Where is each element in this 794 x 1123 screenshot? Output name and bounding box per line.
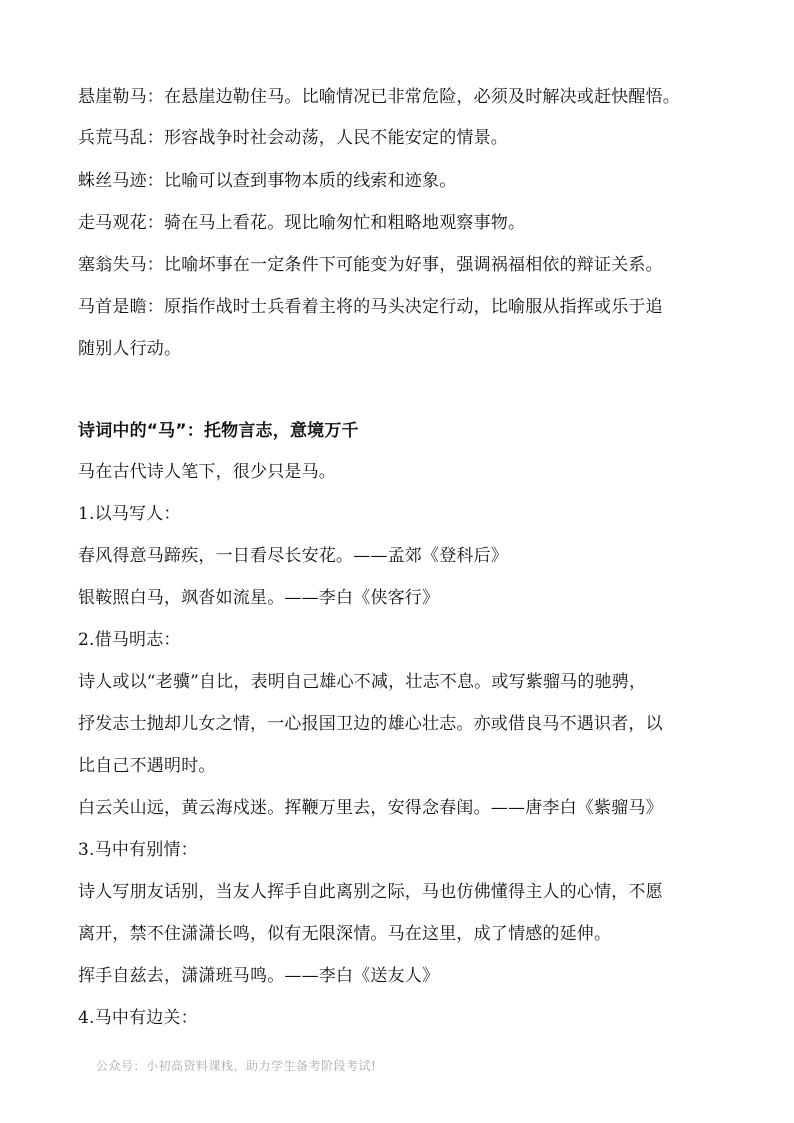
subsection-title-2: 2.借马明志： <box>78 630 181 650</box>
idiom-zouma-guanhua: 走马观花：骑在马上看花。现比喻匆忙和粗略地观察事物。 <box>78 213 526 233</box>
paragraph-2-line2: 抒发志士抛却儿女之情，一心报国卫边的雄心壮志。亦或借良马不遇识者，以 <box>78 714 663 734</box>
section-heading-poetry: 诗词中的“马”：托物言志，意境万千 <box>78 421 359 441</box>
subsection-title-1: 1.以马写人： <box>78 504 181 524</box>
idiom-mashou-shizhan-line1: 马首是瞻：原指作战时士兵看着主将的马头决定行动，比喻服从指挥或乐于追 <box>78 297 663 317</box>
poem-line-songyouren: 挥手自兹去，潇潇班马鸣。——李白《送友人》 <box>78 966 440 986</box>
footer-watermark: 公众号：小初高资料课栈，助力学生备考阶段考试! <box>96 1059 377 1073</box>
paragraph-2-line1: 诗人或以“老骥”自比，表明自己雄心不减，壮志不息。或写紫骝马的驰骋， <box>78 672 647 692</box>
idiom-saiweng-shima: 塞翁失马：比喻坏事在一定条件下可能变为好事，强调祸福相依的辩证关系。 <box>78 255 663 275</box>
poem-line-xiakexing: 银鞍照白马，飒沓如流星。——李白《侠客行》 <box>78 588 440 608</box>
idiom-mashou-shizhan-line2: 随别人行动。 <box>78 339 182 359</box>
subsection-title-4: 4.马中有边关： <box>78 1008 198 1028</box>
idiom-zhusi-maji: 蛛丝马迹：比喻可以查到事物本质的线索和迹象。 <box>78 171 457 191</box>
poem-line-dengkehou: 春风得意马蹄疾，一日看尽长安花。——孟郊《登科后》 <box>78 546 508 566</box>
subsection-title-3: 3.马中有别情： <box>78 840 198 860</box>
poem-line-ziliuma: 白云关山远，黄云海戍迷。挥鞭万里去，安得念春闺。——唐李白《紫骝马》 <box>78 798 663 818</box>
idiom-xuanya-lema: 悬崖勒马：在悬崖边勒住马。比喻情况已非常危险，必须及时解决或赶快醒悟。 <box>78 87 680 107</box>
paragraph-3-line2: 离开，禁不住潇潇长鸣，似有无限深情。马在这里，成了情感的延伸。 <box>78 924 612 944</box>
poetry-intro: 马在古代诗人笔下，很少只是马。 <box>78 462 336 482</box>
idiom-binghuang-maluan: 兵荒马乱：形容战争时社会动荡，人民不能安定的情景。 <box>78 128 508 148</box>
paragraph-2-line3: 比自己不遇明时。 <box>78 756 216 776</box>
paragraph-3-line1: 诗人写朋友话别，当友人挥手自此离别之际，马也仿佛懂得主人的心情，不愿 <box>78 882 663 902</box>
